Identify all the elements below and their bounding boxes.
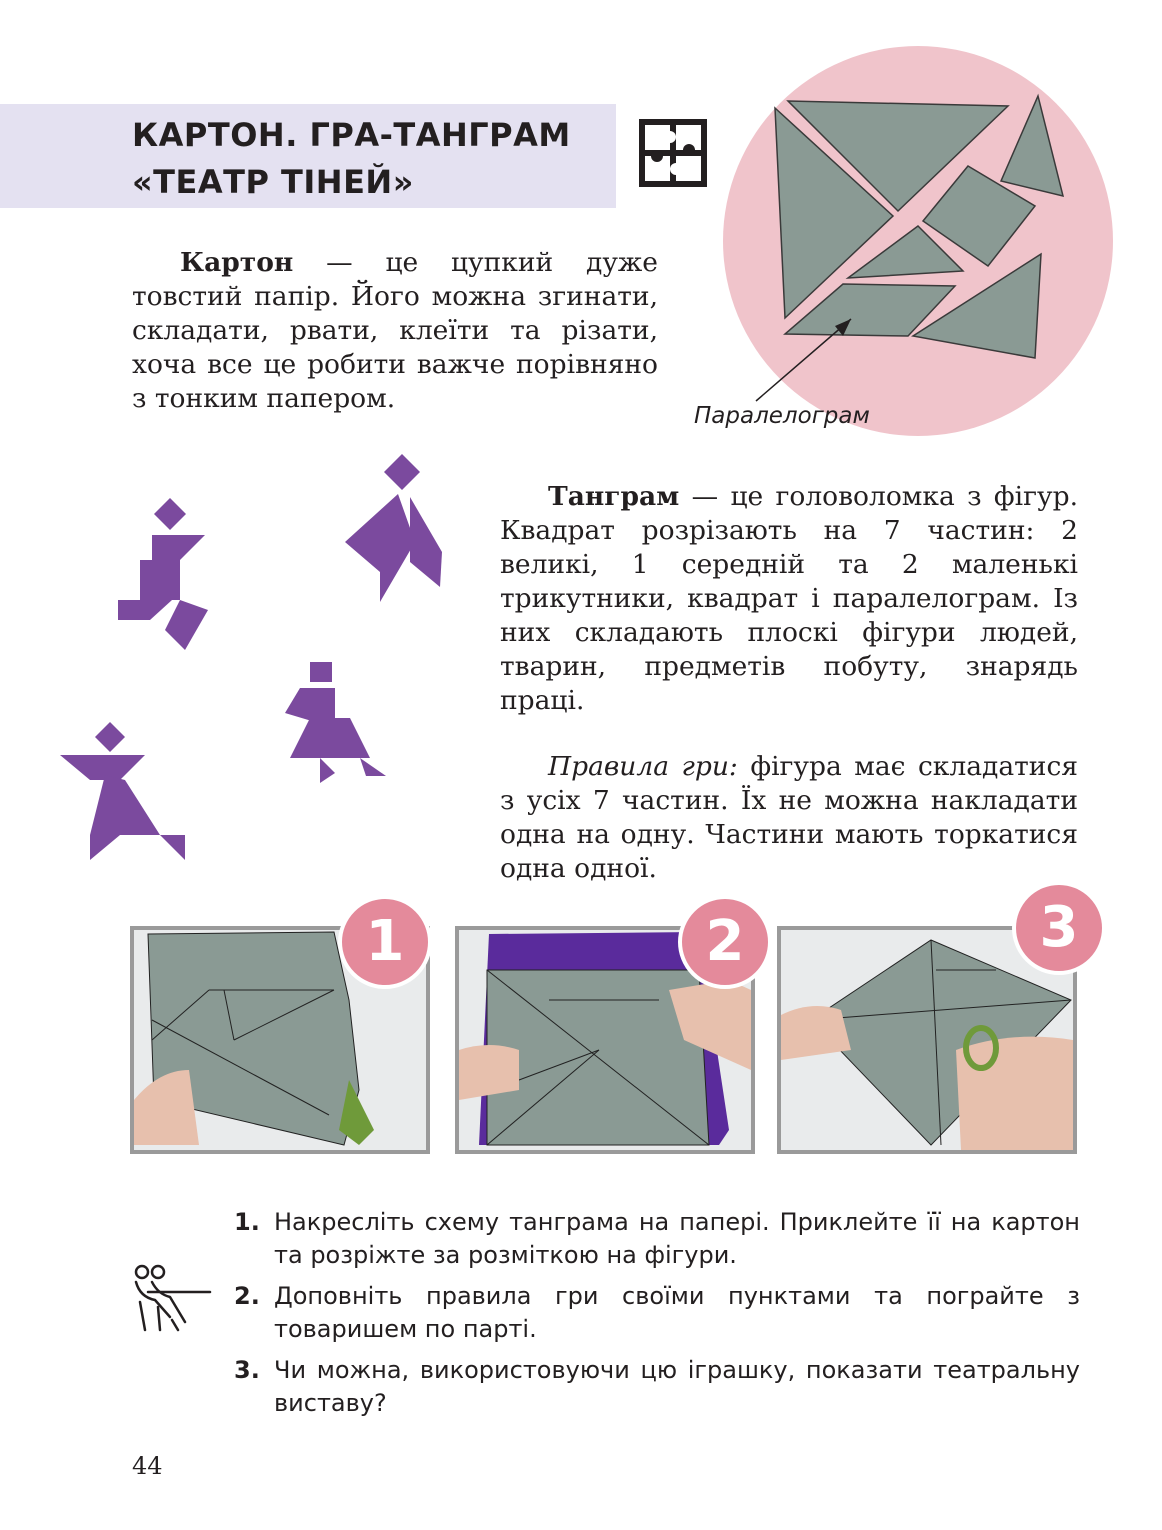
step-badge-2: 2 <box>678 895 772 989</box>
tangram-text: — це головоломка з фігур. Квадрат розрізають на 7 частин: 2 великі, 1 середній та 2 маленькі трикутники, квадрат і паралелограм. Із них складають плоскі фігури людей, тварин, предметів побуту, знарядь праці. <box>500 481 1078 716</box>
task-item-3 <box>234 1354 1080 1420</box>
title-line-2: «ТЕАТР ТІНЕЙ» <box>132 163 414 201</box>
tangram-pieces-illustration <box>723 46 1113 436</box>
task-text: Чи можна, використовуючи цю іграшку, показати театральну виставу? <box>274 1356 1080 1417</box>
page-title <box>132 112 612 206</box>
rules-paragraph <box>500 750 1078 886</box>
tug-of-war-icon <box>130 1262 212 1334</box>
task-number: 1. <box>234 1208 260 1236</box>
rules-text: фігура має складатися з усіх 7 частин. Їх не можна накладати одна на одну. Частини мають торкатися одна одної. <box>500 751 1079 884</box>
task-text: Доповніть правила гри своїми пунктами та пограйте з товаришем по парті. <box>274 1282 1080 1343</box>
parallelogram-caption: Паралелограм <box>694 403 870 429</box>
karton-paragraph <box>132 246 658 416</box>
karton-term: Картон <box>180 247 294 278</box>
rules-term: Правила гри: <box>548 751 738 782</box>
puzzle-icon <box>639 119 707 187</box>
page-number: 44 <box>132 1452 163 1480</box>
tangram-figure-sitting <box>280 658 390 783</box>
task-item-1 <box>234 1206 1080 1272</box>
task-text: Накресліть схему танграма на папері. Приклейте її на картон та розріжте за розміткою на фігури. <box>274 1208 1080 1269</box>
tangram-term: Танграм <box>548 481 680 512</box>
step-badge-3: 3 <box>1012 881 1106 975</box>
tangram-figure-runner <box>100 490 220 655</box>
tangram-figure-dancing-girl <box>60 720 190 862</box>
task-item-2 <box>234 1280 1080 1346</box>
karton-text: — це цупкий дуже товстий папір. Його можна згинати, складати, рвати, клеїти та різати, хоча все це робити важче порівняно з тонким папером. <box>132 247 658 414</box>
task-list <box>234 1206 1080 1428</box>
task-number: 2. <box>234 1282 260 1310</box>
step-badge-1: 1 <box>338 895 432 989</box>
title-line-1: КАРТОН. ГРА-ТАНГРАМ <box>132 116 571 154</box>
task-number: 3. <box>234 1356 260 1384</box>
tangram-paragraph <box>500 480 1078 718</box>
tangram-figure-dancer <box>340 452 445 607</box>
